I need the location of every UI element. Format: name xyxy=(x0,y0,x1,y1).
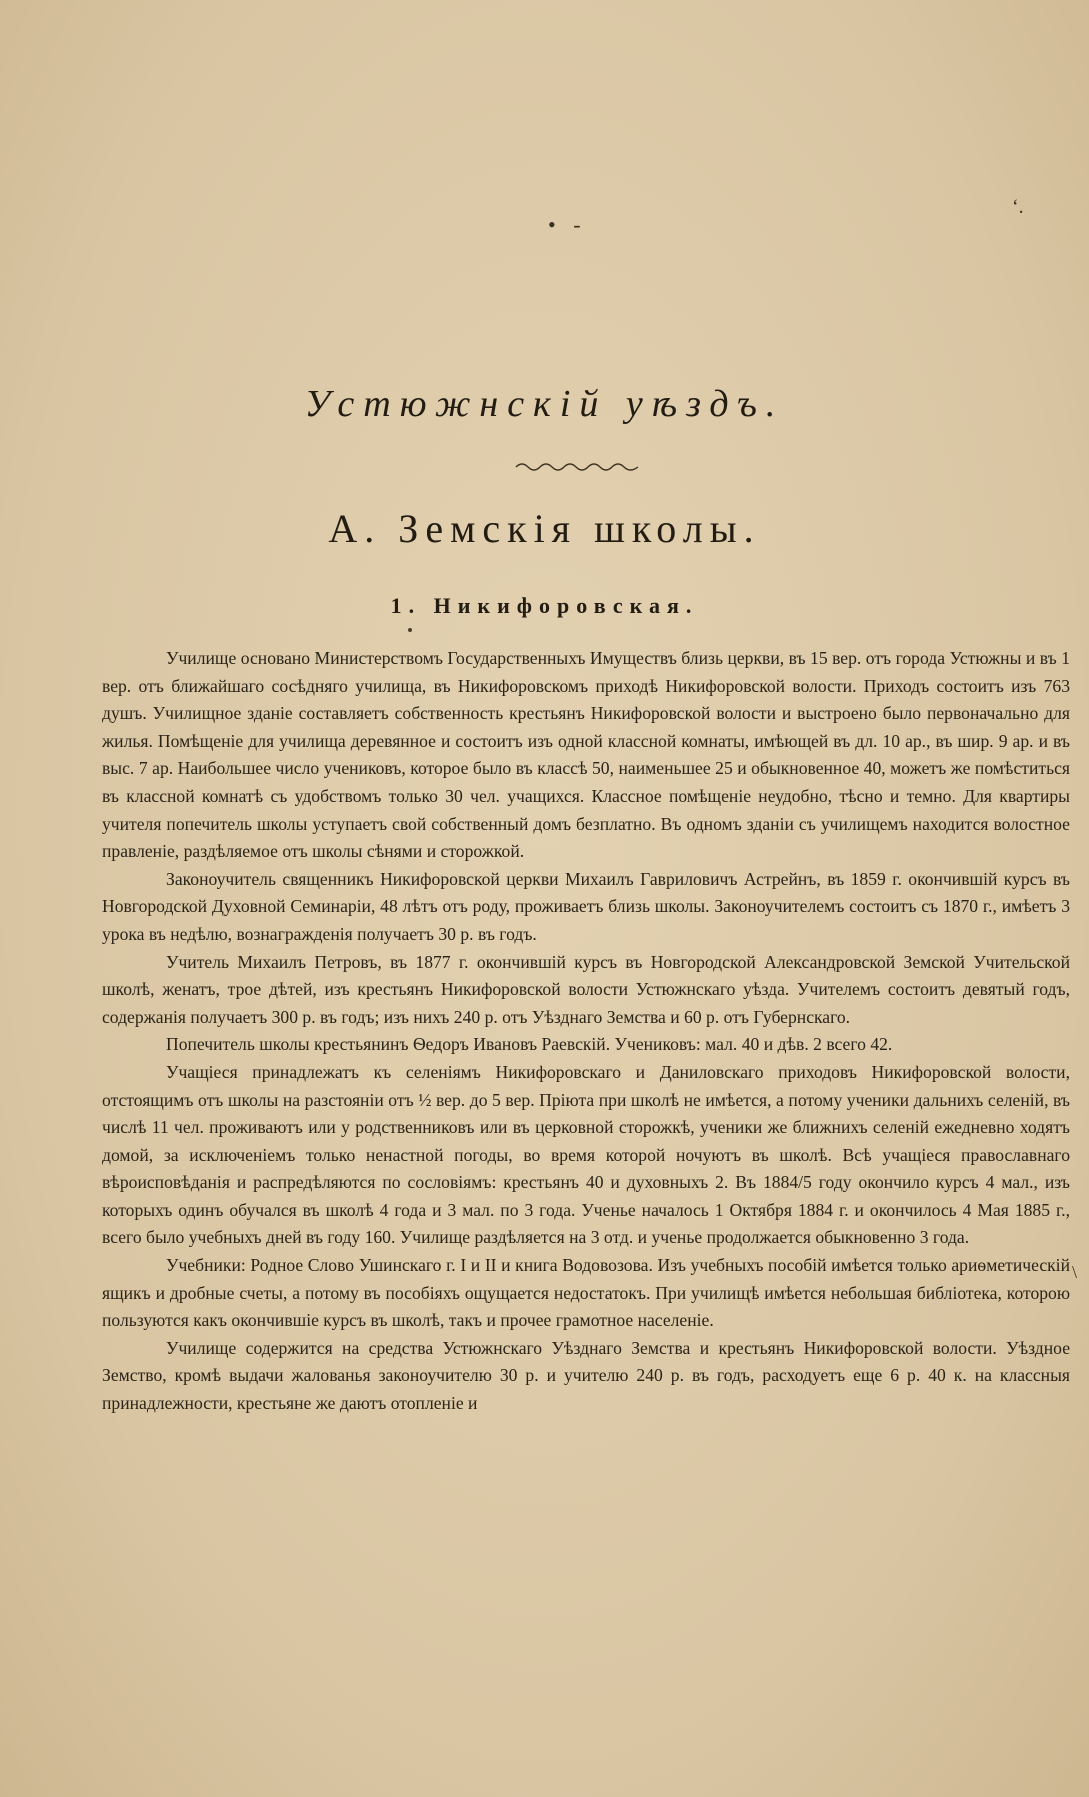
margin-mark: \ xyxy=(1072,1262,1078,1282)
page-title: Устюжнскій уѣздъ. xyxy=(304,383,785,425)
ornament-divider xyxy=(514,458,640,472)
page-marks: • - xyxy=(548,212,587,237)
paragraph: Училище основано Министерствомъ Государственныхъ Имуществъ близь церкви, въ 15 вер. отъ города Устюжны и въ 1 вер. отъ ближайшаго сосѣдняго училища, въ Никифоровскомъ приходѣ Никифоровской волости. Приходъ состоитъ изъ 763 душъ. Училищное зданіе составляетъ собственность крестьянъ Никифоровской волости и выстроено было первоначально для жилья. Помѣщеніе для училища деревянное и состоитъ изъ одной классной комнаты, имѣющей въ дл. 10 ар., въ шир. 9 ар. и въ выс. 7 ар. Наибольшее число учениковъ, которое было въ классѣ 50, наименьшее 25 и обыкновенное 40, можетъ же помѣститься въ классной комнатѣ съ удобствомъ только 30 чел. учащихся. Классное помѣщеніе неудобно, тѣсно и темно. Для квартиры учителя попечитель школы уступаетъ свой собственный домъ безплатно. Въ одномъ зданіи съ училищемъ находится волостное правленіе, раздѣляемое отъ школы сѣнями и сторожкой. xyxy=(102,648,1070,862)
ink-dot xyxy=(408,628,412,632)
section-heading: А. Земскія школы. xyxy=(328,506,761,551)
paragraph: Учебники: Родное Слово Ушинскаго г. I и II и книга Водовозова. Изъ учебныхъ пособій имѣется только ариѳметическій ящикъ и дробные счеты, а потому въ пособіяхъ ощущается недостатокъ. При училищѣ имѣется небольшая библіотека, которою пользуются какъ окончившіе курсъ въ школѣ, такъ и прочее грамотное населеніе. xyxy=(102,1255,1070,1331)
corner-mark: ʻ. xyxy=(1012,196,1024,218)
paragraph: Попечитель школы крестьянинъ Ѳедоръ Ивановъ Раевскій. Учениковъ: мал. 40 и дѣв. 2 всего 42. xyxy=(166,1034,893,1055)
paragraph: Учащіеся принадлежатъ къ селеніямъ Никифоровскаго и Даниловскаго приходовъ Никифоровской волости, отстоящимъ отъ школы на разстояніи отъ ½ вер. до 5 вер. Пріюта при школѣ не имѣется, а потому ученики дальнихъ селеній, въ числѣ 11 чел. проживаютъ или у родственниковъ или въ церковной сторожкѣ, ученики же ближнихъ селеній ежедневно ходятъ домой, за исключеніемъ только ненастной погоды, во время которой ночуютъ въ школѣ. Всѣ учащіеся православнаго вѣроисповѣданія и распредѣляются по сословіямъ: крестьянъ 40 и духовныхъ 2. Въ 1884/5 году окончило курсъ 4 мал., изъ которыхъ одинъ обучался въ школѣ 4 года и 3 мал. по 3 года. Ученье началось 1 Октября 1884 г. и окончилось 4 Мая 1885 г., всего было учебныхъ дней въ году 160. Училище раздѣляется на 3 отд. и ученье продолжается обыкновенно 3 года. xyxy=(102,1061,1070,1248)
subsection-heading: 1. Никифоровская. xyxy=(390,593,699,618)
paragraph: Учитель Михаилъ Петровъ, въ 1877 г. окончившій курсъ въ Новгородской Александровской Земской Учительской школѣ, женатъ, трое дѣтей, изъ крестьянъ Никифоровской волости Устюжнскаго уѣзда. Учителемъ состоитъ девятый годъ, содержанія получаетъ 300 р. въ годъ; изъ нихъ 240 р. отъ Уѣзднаго Земства и 60 р. отъ Губернскаго. xyxy=(102,951,1070,1027)
paragraph: Законоучитель священникъ Никифоровской церкви Михаилъ Гавриловичъ Астрейнъ, въ 1859 г. окончившій курсъ въ Новгородской Духовной Семинаріи, 48 лѣтъ отъ роду, проживаетъ близь школы. Законоучителемъ состоитъ съ 1870 г., имѣетъ 3 урока въ недѣлю, вознагражденія получаетъ 30 р. въ годъ. xyxy=(102,868,1070,944)
paragraph: Училище содержится на средства Устюжнскаго Уѣзднаго Земства и крестьянъ Никифоровской волости. Уѣздное Земство, кромѣ выдачи жалованья законоучителю 30 р. и учителю 240 р. въ годъ, расходуетъ еще 6 р. 40 к. на классныя принадлежности, крестьяне же даютъ отопленіе и xyxy=(102,1337,1070,1414)
body-text xyxy=(102,645,1070,1418)
